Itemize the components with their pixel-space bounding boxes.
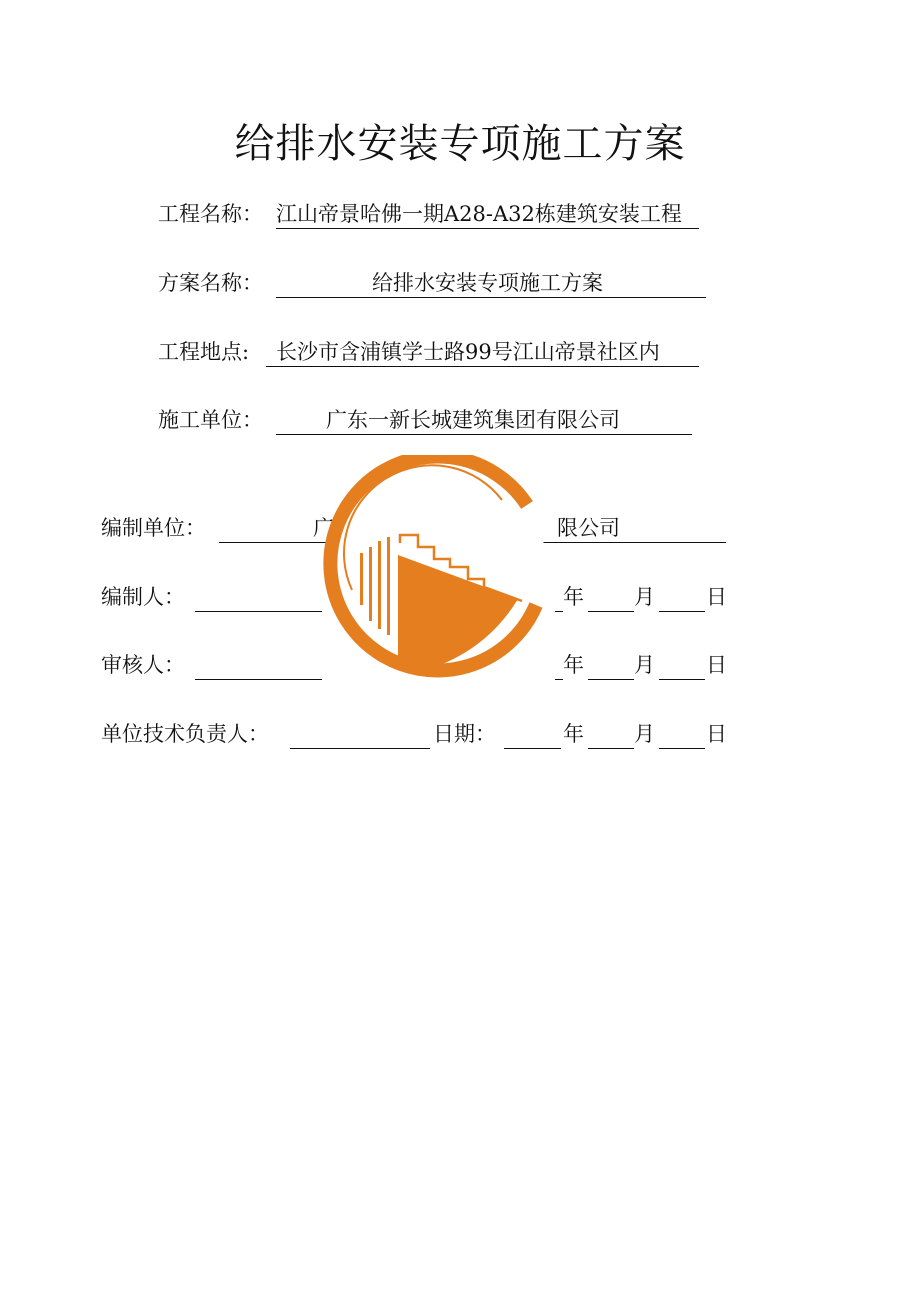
- location-label: 工程地点:: [158, 340, 250, 364]
- tech-lead-month-blank: [588, 719, 634, 749]
- compile-unit-value-right: 限公司: [557, 516, 620, 540]
- tech-lead-label: 单位技术负责人：: [101, 722, 269, 746]
- logo-bar-3: [378, 541, 381, 629]
- compiler-blank: [195, 582, 322, 612]
- document-title: 给排水安装专项施工方案: [234, 121, 686, 167]
- compiler-label: 编制人：: [101, 585, 185, 609]
- tech-lead-row: [101, 719, 731, 749]
- contractor-label: 施工单位：: [158, 408, 263, 432]
- reviewer-month-blank: [588, 650, 634, 680]
- contractor-row: [158, 405, 718, 435]
- reviewer-month-char: 月: [634, 653, 655, 677]
- reviewer-date-year-blank: [555, 650, 563, 680]
- logo-bar-4: [387, 537, 390, 635]
- tech-lead-month-char: 月: [634, 722, 655, 746]
- location-value: 长沙市含浦镇学士路99号江山帝景社区内: [276, 340, 660, 364]
- plan-name-label: 方案名称：: [158, 271, 263, 295]
- reviewer-blank: [195, 650, 322, 680]
- great-wall-company-logo-icon: [322, 455, 552, 685]
- compiler-day-blank: [659, 582, 705, 612]
- project-name-value: 江山帝景哈佛一期A28-A32栋建筑安装工程: [276, 202, 682, 226]
- compiler-year-char: 年: [563, 585, 584, 609]
- compiler-day-char: 日: [706, 585, 727, 609]
- plan-name-row: [158, 268, 718, 298]
- compiler-date-year-blank: [555, 582, 563, 612]
- reviewer-year-char: 年: [563, 653, 584, 677]
- compiler-month-blank: [588, 582, 634, 612]
- reviewer-label: 审核人：: [101, 653, 185, 677]
- tech-lead-year-char: 年: [563, 722, 584, 746]
- plan-name-value: 给排水安装专项施工方案: [372, 271, 603, 295]
- logo-bar-1: [360, 553, 363, 605]
- contractor-value: 广东一新长城建筑集团有限公司: [326, 408, 620, 432]
- tech-lead-date-label: 日期：: [433, 722, 496, 746]
- location-row: [158, 337, 718, 367]
- compile-unit-value-left: 广: [313, 516, 334, 540]
- tech-lead-blank: [290, 719, 430, 749]
- location-field: [266, 337, 699, 367]
- compile-unit-label: 编制单位：: [101, 516, 206, 540]
- tech-lead-day-char: 日: [706, 722, 727, 746]
- project-name-row: [158, 199, 718, 229]
- project-name-field: [276, 199, 699, 229]
- compiler-month-char: 月: [634, 585, 655, 609]
- tech-lead-year-blank: [504, 719, 561, 749]
- tech-lead-day-blank: [659, 719, 705, 749]
- reviewer-day-blank: [659, 650, 705, 680]
- plan-name-field: [276, 268, 706, 298]
- logo-bar-2: [369, 547, 372, 621]
- reviewer-day-char: 日: [706, 653, 727, 677]
- contractor-field: [276, 405, 692, 435]
- project-name-label: 工程名称：: [158, 202, 263, 226]
